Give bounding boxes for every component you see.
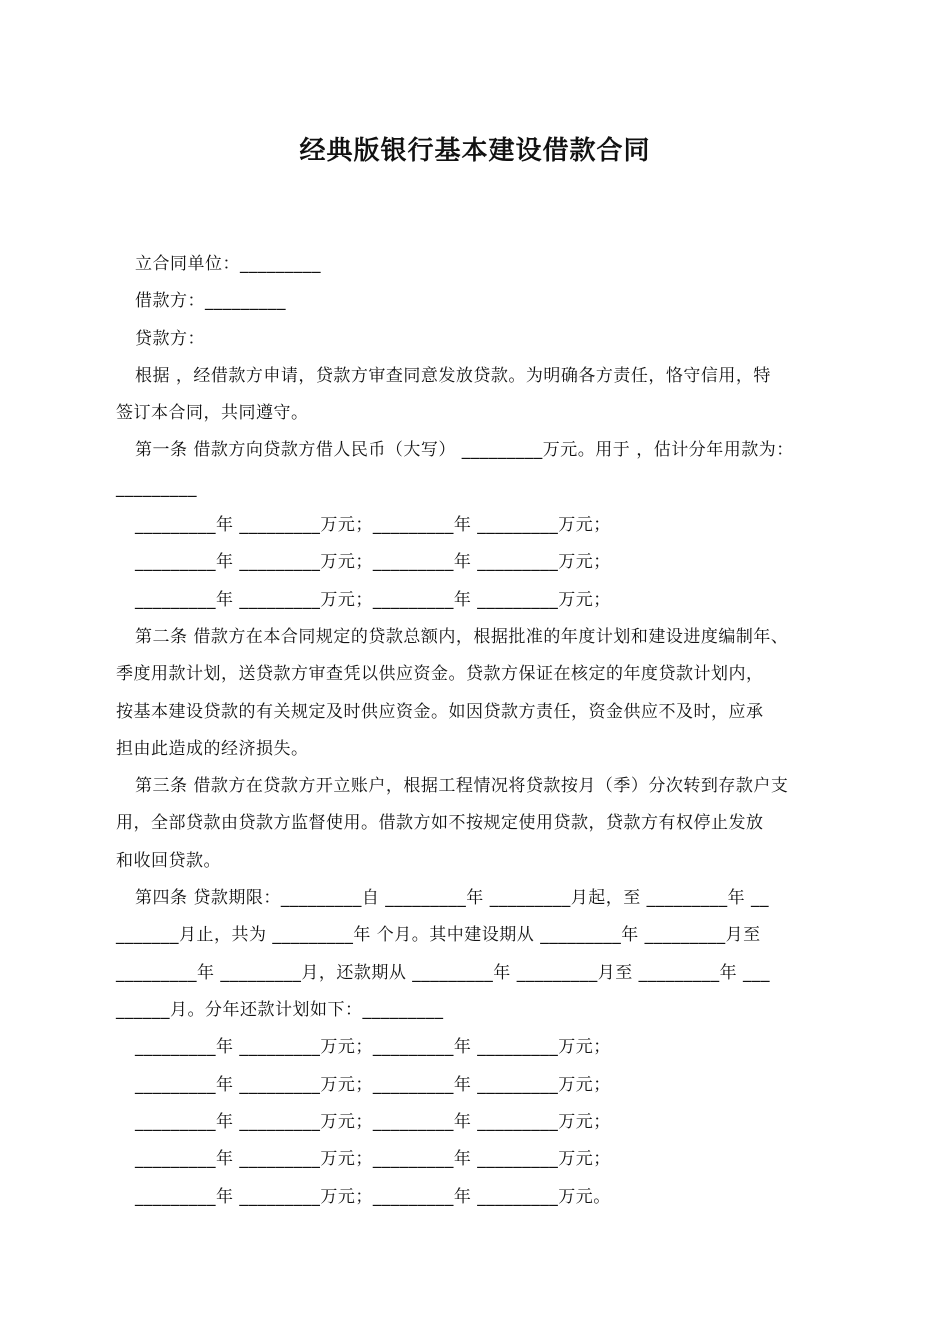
contract-party-line: 立合同单位：_________ <box>135 254 321 274</box>
borrower-line: 借款方：_________ <box>135 291 286 311</box>
article-2-line-3: 按基本建设贷款的有关规定及时供应资金。如因贷款方责任，资金供应不及时，应承 <box>116 702 764 722</box>
usage-plan-row: _________年 _________万元；_________年 _________万元； <box>135 552 611 572</box>
article-3-line-1: 第三条 借款方在贷款方开立账户，根据工程情况将贷款按月（季）分次转到存款户支 <box>135 776 789 796</box>
usage-plan-row: _________年 _________万元；_________年 _________万元； <box>135 515 611 535</box>
article-4-line-3: _________年 _________月，还款期从 _________年 _________月至 _________年 ___ <box>116 963 771 983</box>
repayment-plan-row: _________年 _________万元；_________年 _________万元； <box>135 1075 611 1095</box>
repayment-plan-row: _________年 _________万元；_________年 _________万元； <box>135 1112 611 1132</box>
article-4-line-4: ______月。分年还款计划如下：_________ <box>116 1000 444 1020</box>
article-2-line-1: 第二条 借款方在本合同规定的贷款总额内，根据批准的年度计划和建设进度编制年、 <box>135 627 789 647</box>
repayment-plan-row: _________年 _________万元；_________年 _________万元； <box>135 1037 611 1057</box>
article-1-line-1: 第一条 借款方向贷款方借人民币（大写） _________万元。用于 ，估计分年用款为： <box>135 440 794 460</box>
article-4-line-1: 第四条 贷款期限：_________自 _________年 _________月起，至 _________年 __ <box>135 888 770 908</box>
repayment-plan-row: _________年 _________万元；_________年 _________万元； <box>135 1149 611 1169</box>
article-2-line-2: 季度用款计划，送贷款方审查凭以供应资金。贷款方保证在核定的年度贷款计划内， <box>116 664 764 684</box>
lender-line: 贷款方： <box>135 329 205 349</box>
article-3-line-2: 用，全部贷款由贷款方监督使用。借款方如不按规定使用贷款，贷款方有权停止发放 <box>116 813 764 833</box>
usage-plan-row: _________年 _________万元；_________年 _________万元； <box>135 590 611 610</box>
article-4-line-2: _______月止，共为 _________年 个月。其中建设期从 _________年 _________月至 <box>116 925 761 945</box>
document-title: 经典版银行基本建设借款合同 <box>299 136 651 166</box>
repayment-plan-row: _________年 _________万元；_________年 _________万元。 <box>135 1187 611 1207</box>
article-3-line-3: 和收回贷款。 <box>116 851 221 871</box>
preamble-line-1: 根据 ，经借款方申请，贷款方审查同意发放贷款。为明确各方责任，恪守信用，特 <box>135 366 771 386</box>
article-1-line-2: _________ <box>116 478 197 498</box>
article-2-line-4: 担由此造成的经济损失。 <box>116 739 309 759</box>
preamble-line-2: 签订本合同，共同遵守。 <box>116 403 309 423</box>
